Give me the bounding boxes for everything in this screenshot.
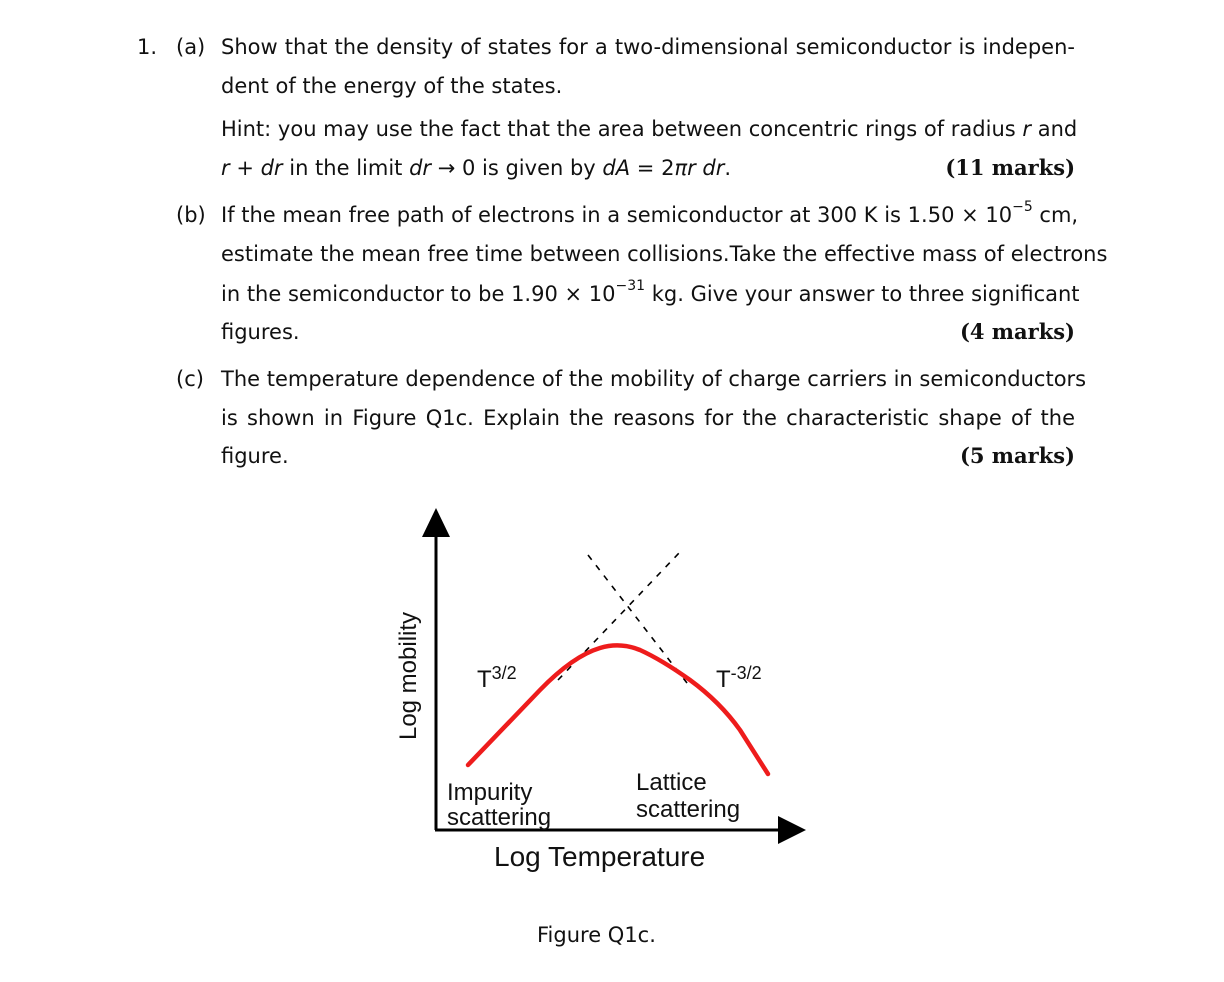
lattice-label-line-1: Lattice: [636, 769, 707, 796]
lattice-label-line-2: scattering: [636, 796, 741, 823]
part-c-line-2: is shown in Figure Q1c. Explain the reasons for the characteristic shape of the: [221, 406, 1075, 430]
part-a-line-1: Show that the density of states for a two-dimensional semiconductor is indepen-: [221, 35, 1075, 59]
y-axis-label: Log mobility: [395, 611, 422, 741]
left-power-exponent: 3/2: [491, 663, 517, 683]
part-b-line-4: figures.: [221, 320, 300, 344]
left-power-label: [477, 663, 517, 693]
part-b-line-1: If the mean free path of electrons in a semiconductor at 300 K is $1.50 \times 10^{-5}$ cm,: [221, 199, 1079, 227]
right-power-base: T: [716, 666, 731, 693]
part-c-label: (c): [176, 367, 204, 391]
right-power-label: [716, 663, 762, 693]
lattice-asymptote-dashed: [588, 555, 687, 683]
part-b-label: (b): [176, 203, 206, 227]
impurity-label-line-1: Impurity: [447, 779, 533, 806]
part-c-line-1: The temperature dependence of the mobility of charge carriers in semiconductors: [221, 367, 1087, 391]
figure-caption: Figure Q1c.: [537, 923, 656, 947]
part-c-line-3: figure.: [221, 444, 289, 468]
part-a-hint-line-1: Hint: you may use the fact that the area between concentric rings of radius r and: [221, 117, 1078, 141]
part-b-marks: (4 marks): [959, 319, 1075, 344]
x-axis-arrowhead: [778, 816, 806, 844]
right-power-exponent: -3/2: [730, 663, 762, 683]
part-b-line-2: estimate the mean free time between collisions.Take the effective mass of electrons: [221, 242, 1108, 266]
question-number: 1.: [137, 35, 158, 59]
part-c-marks: (5 marks): [959, 443, 1075, 468]
impurity-label-line-2: scattering: [447, 804, 552, 831]
part-a-marks: (11 marks): [945, 155, 1075, 180]
part-a-label: (a): [176, 35, 206, 59]
part-b-line-3: in the semiconductor to be $1.90 \times 10^{-31}$ kg. Give your answer to three significant: [221, 278, 1080, 306]
part-a-hint-line-2: r + dr in the limit dr → 0 is given by dA = 2πr dr.: [221, 156, 732, 180]
part-a-line-2: dent of the energy of the states.: [221, 74, 563, 98]
y-axis-arrowhead: [422, 508, 450, 537]
left-power-base: T: [477, 666, 492, 693]
x-axis-label: Log Temperature: [494, 841, 706, 872]
